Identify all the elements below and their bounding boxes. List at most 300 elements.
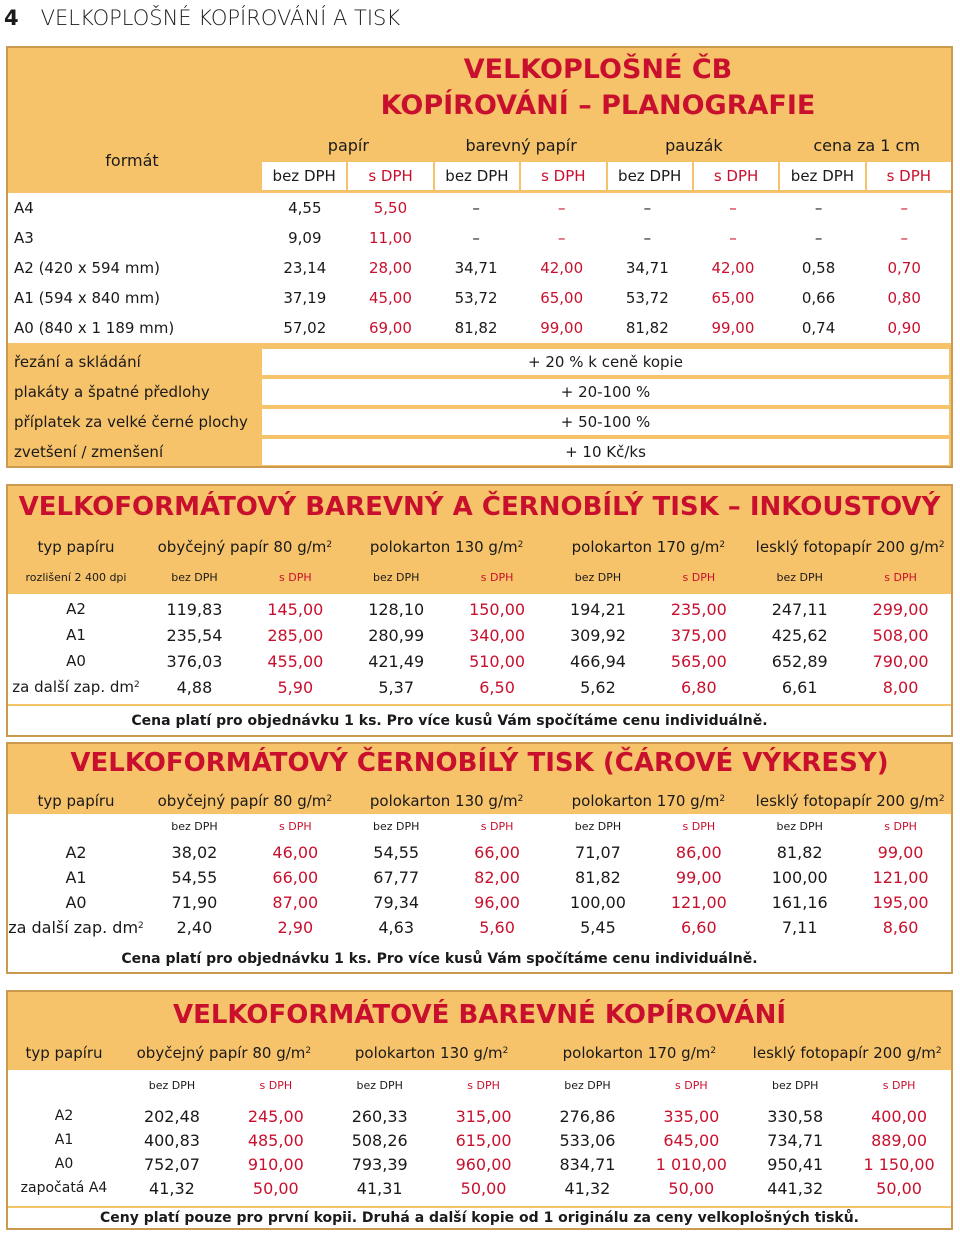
price-cell: – bbox=[643, 229, 652, 247]
price-cell: 121,00 bbox=[670, 893, 727, 912]
paper-header-row bbox=[8, 788, 951, 814]
price-cell: – bbox=[814, 199, 823, 217]
vat-header: s DPH bbox=[682, 819, 716, 833]
row-label: A0 (840 x 1 189 mm) bbox=[14, 319, 175, 337]
price-cell: 8,00 bbox=[882, 677, 919, 697]
vat-header: s DPH bbox=[884, 819, 917, 833]
section-title: VELKOFORMÁTOVÝ ČERNOBÍLÝ TISK (ČÁROVÉ VÝKRESY) bbox=[70, 748, 889, 778]
price-rows bbox=[8, 1104, 951, 1200]
price-cell: 425,62 bbox=[771, 625, 828, 645]
row-label-text: za další zap. dm bbox=[12, 678, 134, 696]
price-cell: 34,71 bbox=[625, 259, 669, 277]
vat-header: s DPH bbox=[279, 570, 312, 584]
row-label: A4 bbox=[14, 199, 34, 217]
row-label bbox=[8, 1128, 120, 1152]
resolution-label: rozlišení 2 400 dpi bbox=[25, 570, 127, 584]
row-label bbox=[8, 622, 144, 648]
extra-label: zvetšení / zmenšení bbox=[14, 443, 164, 461]
extra-value: + 50-100 % bbox=[262, 409, 949, 435]
price-cell: 53,72 bbox=[625, 289, 669, 307]
paper-header-row bbox=[8, 534, 951, 560]
price-cell: 65,00 bbox=[540, 289, 584, 307]
section-color-copy bbox=[6, 990, 953, 1230]
price-cell: 41,31 bbox=[356, 1178, 403, 1198]
price-cell: 508,26 bbox=[351, 1130, 408, 1150]
price-cell: 2,40 bbox=[176, 918, 213, 937]
price-cell: 645,00 bbox=[663, 1130, 720, 1150]
price-cell: 280,99 bbox=[368, 625, 425, 645]
price-cell: 235,54 bbox=[166, 625, 223, 645]
row-label-text: A1 bbox=[54, 1132, 74, 1148]
row-label-text: A0 bbox=[66, 652, 86, 670]
price-cell: 66,00 bbox=[474, 843, 520, 862]
row-label-text: A2 bbox=[54, 1108, 74, 1124]
price-note: Cena platí pro objednávku 1 ks. Pro více kusů Vám spočítáme cenu individuálně. bbox=[8, 706, 951, 735]
table-row bbox=[8, 253, 951, 283]
superscript: 2 bbox=[517, 540, 524, 550]
group-header: papír bbox=[327, 135, 369, 155]
price-cell: 375,00 bbox=[670, 625, 727, 645]
paper-name: obyčejný papír 80 g/m bbox=[136, 1044, 306, 1062]
paper-header bbox=[346, 788, 548, 814]
type-header: typ papíru bbox=[37, 792, 115, 810]
price-cell: 202,48 bbox=[143, 1106, 200, 1126]
table-row bbox=[8, 1128, 951, 1152]
price-cell: 285,00 bbox=[267, 625, 324, 645]
price-cell: 950,41 bbox=[767, 1154, 824, 1174]
price-cell: 340,00 bbox=[469, 625, 526, 645]
price-cell: 99,00 bbox=[675, 868, 722, 887]
price-cell: 734,71 bbox=[767, 1130, 824, 1150]
paper-header bbox=[328, 1040, 536, 1066]
table-row bbox=[8, 313, 951, 343]
paper-header bbox=[749, 534, 951, 560]
price-cell: 0,70 bbox=[887, 259, 921, 277]
price-cell: 276,86 bbox=[559, 1106, 616, 1126]
price-cell: 335,00 bbox=[663, 1106, 720, 1126]
vat-header: bez DPH bbox=[262, 162, 346, 190]
superscript: 2 bbox=[502, 1046, 509, 1056]
group-header: barevný papír bbox=[465, 135, 577, 155]
price-cell: 54,55 bbox=[373, 843, 420, 862]
superscript: 2 bbox=[517, 794, 524, 804]
extra-row bbox=[8, 407, 951, 437]
price-cell: 5,90 bbox=[277, 677, 314, 697]
price-cell: 6,80 bbox=[681, 677, 717, 697]
price-cell: 455,00 bbox=[267, 651, 324, 671]
price-cell: 790,00 bbox=[872, 651, 929, 671]
price-cell: 1 150,00 bbox=[863, 1154, 935, 1174]
vat-header: bez DPH bbox=[771, 1078, 819, 1092]
vat-header: s DPH bbox=[259, 1078, 293, 1092]
vat-header: bez DPH bbox=[171, 819, 218, 833]
price-cell: 53,72 bbox=[454, 289, 498, 307]
vat-header: s DPH bbox=[467, 1078, 500, 1092]
type-header: typ papíru bbox=[25, 1044, 103, 1062]
price-cell: 100,00 bbox=[771, 868, 828, 887]
price-cell: 87,00 bbox=[272, 893, 319, 912]
price-cell: 0,74 bbox=[801, 319, 836, 337]
price-cell: 161,16 bbox=[771, 893, 828, 912]
paper-header bbox=[548, 788, 750, 814]
spacer bbox=[8, 1074, 120, 1096]
paper-header bbox=[346, 534, 548, 560]
price-cell: 299,00 bbox=[872, 599, 929, 619]
superscript: 2 bbox=[719, 540, 726, 550]
extra-label: plakáty a špatné předlohy bbox=[14, 383, 210, 401]
price-note: Cena platí pro objednávku 1 ks. Pro více kusů Vám spočítáme cenu individuálně. bbox=[8, 946, 951, 972]
vat-header: s DPH bbox=[279, 819, 312, 833]
row-label bbox=[8, 865, 144, 890]
spacer bbox=[8, 814, 144, 838]
price-cell: 11,00 bbox=[368, 229, 412, 247]
price-cell: 4,63 bbox=[378, 918, 414, 937]
price-cell: 79,34 bbox=[373, 893, 420, 912]
table-row bbox=[8, 674, 951, 700]
vat-header: bez DPH bbox=[776, 570, 823, 584]
extra-row bbox=[8, 347, 951, 377]
price-cell: 652,89 bbox=[771, 651, 828, 671]
table-row bbox=[8, 622, 951, 648]
table-row bbox=[8, 1104, 951, 1128]
extra-value: + 10 Kč/ks bbox=[262, 439, 949, 465]
row-label bbox=[8, 840, 144, 865]
extra-value: + 20 % k ceně kopie bbox=[262, 349, 949, 375]
price-cell: 6,60 bbox=[681, 918, 717, 937]
vat-header: s DPH bbox=[521, 162, 605, 190]
price-cell: 4,88 bbox=[176, 677, 213, 697]
price-cell: 7,11 bbox=[781, 918, 818, 937]
row-label bbox=[8, 915, 144, 940]
vat-header: bez DPH bbox=[574, 570, 622, 584]
price-cell: 41,32 bbox=[564, 1178, 611, 1198]
group-header: cena za 1 cm bbox=[813, 135, 920, 155]
price-rows bbox=[8, 840, 951, 940]
vat-header: s DPH bbox=[348, 162, 432, 190]
price-cell: 42,00 bbox=[711, 259, 755, 277]
row-label: A2 (420 x 594 mm) bbox=[14, 259, 160, 277]
extra-row bbox=[8, 437, 951, 467]
price-cell: 41,32 bbox=[149, 1178, 195, 1198]
price-rows bbox=[8, 596, 951, 700]
section-title: VELKOFORMÁTOVÉ BAREVNÉ KOPÍROVÁNÍ bbox=[172, 1000, 787, 1030]
row-label bbox=[8, 1176, 120, 1200]
paper-header bbox=[144, 788, 346, 814]
price-cell: 6,50 bbox=[479, 677, 515, 697]
price-note: Ceny platí pouze pro první kopii. Druhá a další kopie od 1 originálu za ceny velkoplošných tisků. bbox=[8, 1208, 951, 1228]
row-label-text: A0 bbox=[65, 893, 87, 912]
price-cell: 260,33 bbox=[351, 1106, 408, 1126]
section-inkjet bbox=[6, 484, 953, 737]
vat-header-row bbox=[8, 1074, 951, 1096]
price-cell: 5,37 bbox=[378, 677, 414, 697]
vat-header: bez DPH bbox=[372, 819, 420, 833]
extra-value: + 20-100 % bbox=[262, 379, 949, 405]
price-cell: 309,92 bbox=[569, 625, 626, 645]
page-header bbox=[4, 0, 400, 36]
price-cell: 485,00 bbox=[247, 1130, 304, 1150]
price-cell: 0,66 bbox=[801, 289, 836, 307]
row-label bbox=[8, 1152, 120, 1176]
price-cell: 38,02 bbox=[171, 843, 218, 862]
paper-name: obyčejný papír 80 g/m bbox=[157, 792, 327, 810]
price-cell: 752,07 bbox=[143, 1154, 200, 1174]
page-number: 4 bbox=[4, 6, 19, 30]
table-row bbox=[8, 865, 951, 890]
vat-header-row bbox=[8, 814, 951, 838]
price-cell: 400,00 bbox=[871, 1106, 928, 1126]
price-cell: 50,00 bbox=[252, 1178, 299, 1198]
vat-header: s DPH bbox=[867, 162, 951, 190]
table-row bbox=[8, 193, 951, 223]
price-cell: 565,00 bbox=[670, 651, 727, 671]
price-cell: 9,09 bbox=[288, 229, 322, 247]
table-row bbox=[8, 596, 951, 622]
vat-header-row bbox=[262, 162, 953, 190]
price-cell: 66,00 bbox=[272, 868, 319, 887]
paper-name: lesklý fotopapír 200 g/m bbox=[755, 792, 939, 810]
extras-rows bbox=[8, 347, 951, 467]
price-cell: 67,77 bbox=[373, 868, 420, 887]
price-cell: – bbox=[729, 199, 737, 217]
price-cell: 960,00 bbox=[455, 1154, 512, 1174]
group-header: pauzák bbox=[665, 135, 723, 155]
table-row bbox=[8, 648, 951, 674]
row-label-text: A2 bbox=[66, 600, 86, 618]
price-cell: 99,00 bbox=[540, 319, 584, 337]
paper-header bbox=[743, 1040, 951, 1066]
price-cell: 81,82 bbox=[575, 868, 621, 887]
price-cell: – bbox=[472, 229, 480, 247]
price-cell: 42,00 bbox=[540, 259, 584, 277]
price-cell: 99,00 bbox=[877, 843, 924, 862]
paper-header bbox=[144, 534, 346, 560]
price-cell: 508,00 bbox=[872, 625, 929, 645]
price-cell: 145,00 bbox=[267, 599, 324, 619]
price-cell: 194,21 bbox=[569, 599, 626, 619]
price-cell: 5,50 bbox=[373, 199, 408, 217]
price-cell: 330,58 bbox=[767, 1106, 824, 1126]
price-cell: 533,06 bbox=[559, 1130, 616, 1150]
superscript: 2 bbox=[326, 540, 333, 550]
price-cell: 150,00 bbox=[469, 599, 526, 619]
vat-header: bez DPH bbox=[435, 162, 519, 190]
superscript: 2 bbox=[710, 1046, 717, 1056]
price-cell: – bbox=[472, 199, 480, 217]
price-cell: 71,07 bbox=[575, 843, 621, 862]
paper-name: polokarton 130 g/m bbox=[354, 1044, 503, 1062]
price-cell: – bbox=[643, 199, 652, 217]
row-label bbox=[8, 890, 144, 915]
price-cell: 400,83 bbox=[143, 1130, 200, 1150]
price-cell: 441,32 bbox=[767, 1178, 824, 1198]
table-row bbox=[8, 283, 951, 313]
table-row bbox=[8, 1176, 951, 1200]
price-cell: 34,71 bbox=[454, 259, 498, 277]
price-cell: – bbox=[557, 229, 566, 247]
extra-label: řezání a skládání bbox=[14, 353, 141, 371]
price-cell: 0,90 bbox=[887, 319, 921, 337]
vat-header: bez DPH bbox=[574, 819, 622, 833]
price-cell: 121,00 bbox=[872, 868, 929, 887]
superscript: 2 bbox=[305, 1046, 312, 1056]
price-cell: 23,14 bbox=[283, 259, 327, 277]
price-cell: 2,90 bbox=[277, 918, 314, 937]
price-cell: 81,82 bbox=[454, 319, 498, 337]
price-cell: 96,00 bbox=[474, 893, 520, 912]
vat-header: bez DPH bbox=[776, 819, 823, 833]
price-cell: 99,00 bbox=[711, 319, 755, 337]
paper-header bbox=[749, 788, 951, 814]
paper-name: polokarton 170 g/m bbox=[571, 538, 720, 556]
paper-name: obyčejný papír 80 g/m bbox=[157, 538, 327, 556]
row-label-text: A0 bbox=[54, 1156, 74, 1172]
price-cell: 81,82 bbox=[625, 319, 669, 337]
price-cell: – bbox=[557, 199, 566, 217]
page-title: VELKOPLOŠNÉ KOPÍROVÁNÍ A TISK bbox=[40, 6, 401, 30]
format-header: formát bbox=[105, 150, 159, 170]
price-cell: 376,03 bbox=[166, 651, 223, 671]
paper-name: polokarton 130 g/m bbox=[369, 792, 518, 810]
price-cell: 5,62 bbox=[580, 677, 616, 697]
paper-header-row bbox=[8, 1040, 951, 1066]
price-cell: 0,58 bbox=[801, 259, 836, 277]
price-cell: 54,55 bbox=[171, 868, 218, 887]
price-cell: 57,02 bbox=[283, 319, 327, 337]
vat-header: bez DPH bbox=[608, 162, 692, 190]
price-cell: 315,00 bbox=[455, 1106, 512, 1126]
price-cell: – bbox=[900, 199, 908, 217]
price-cell: 235,00 bbox=[670, 599, 727, 619]
vat-header: bez DPH bbox=[564, 1078, 611, 1092]
price-cell: 86,00 bbox=[675, 843, 722, 862]
paper-name: polokarton 170 g/m bbox=[562, 1044, 711, 1062]
superscript: 2 bbox=[935, 1046, 942, 1056]
row-label-text: A1 bbox=[65, 868, 87, 887]
price-cell: 50,00 bbox=[668, 1178, 715, 1198]
vat-header: bez DPH bbox=[171, 570, 218, 584]
vat-header: s DPH bbox=[675, 1078, 708, 1092]
table-row bbox=[8, 1152, 951, 1176]
superscript: 2 bbox=[719, 794, 726, 804]
price-cell: 37,19 bbox=[283, 289, 327, 307]
vat-header: s DPH bbox=[480, 570, 514, 584]
price-cell: 793,39 bbox=[351, 1154, 408, 1174]
price-cell: 71,90 bbox=[171, 893, 218, 912]
price-cell: 6,61 bbox=[781, 677, 818, 697]
paper-header bbox=[536, 1040, 744, 1066]
paper-name: polokarton 130 g/m bbox=[369, 538, 518, 556]
price-cell: 69,00 bbox=[368, 319, 412, 337]
price-cell: 245,00 bbox=[247, 1106, 304, 1126]
vat-header: s DPH bbox=[884, 570, 917, 584]
row-label-text: za další zap. dm bbox=[8, 918, 139, 937]
vat-header: bez DPH bbox=[372, 570, 420, 584]
row-label: A1 (594 x 840 mm) bbox=[14, 289, 160, 307]
price-cell: 45,00 bbox=[368, 289, 412, 307]
type-header: typ papíru bbox=[37, 538, 115, 556]
vat-header: s DPH bbox=[882, 1078, 916, 1092]
paper-header bbox=[120, 1040, 328, 1066]
price-cell: 4,55 bbox=[288, 199, 322, 217]
price-cell: 421,49 bbox=[368, 651, 425, 671]
price-cell: 46,00 bbox=[272, 843, 319, 862]
row-label bbox=[8, 1104, 120, 1128]
price-cell: – bbox=[729, 229, 737, 247]
price-cell: – bbox=[900, 229, 908, 247]
price-cell: 889,00 bbox=[871, 1130, 928, 1150]
price-cell: 5,45 bbox=[580, 918, 616, 937]
superscript: 2 bbox=[938, 540, 945, 550]
price-cell: 0,80 bbox=[887, 289, 921, 307]
price-cell: – bbox=[814, 229, 823, 247]
price-cell: 100,00 bbox=[569, 893, 626, 912]
price-cell: 128,10 bbox=[368, 599, 425, 619]
price-cell: 195,00 bbox=[872, 893, 929, 912]
price-cell: 510,00 bbox=[469, 651, 526, 671]
row-label bbox=[8, 648, 144, 674]
table-row bbox=[8, 223, 951, 253]
price-cell: 615,00 bbox=[455, 1130, 512, 1150]
section-title-line2: KOPÍROVÁNÍ – PLANOGRAFIE bbox=[380, 90, 816, 121]
row-label bbox=[8, 596, 144, 622]
extra-row bbox=[8, 377, 951, 407]
price-cell: 466,94 bbox=[569, 651, 626, 671]
price-cell: 5,60 bbox=[479, 918, 515, 937]
table-row bbox=[8, 915, 951, 940]
paper-header bbox=[548, 534, 750, 560]
vat-header: s DPH bbox=[682, 570, 716, 584]
superscript: 2 bbox=[938, 794, 945, 804]
price-cell: 28,00 bbox=[368, 259, 412, 277]
section-title-line1: VELKOPLOŠNÉ ČB bbox=[463, 54, 733, 85]
row-label: A3 bbox=[14, 229, 34, 247]
superscript: 2 bbox=[138, 920, 144, 931]
group-header-row bbox=[262, 130, 953, 160]
price-cell: 50,00 bbox=[876, 1178, 922, 1198]
row-label bbox=[8, 674, 144, 700]
row-label-text: A1 bbox=[66, 626, 86, 644]
price-cell: 834,71 bbox=[559, 1154, 616, 1174]
paper-name: lesklý fotopapír 200 g/m bbox=[755, 538, 939, 556]
vat-header: s DPH bbox=[480, 819, 514, 833]
vat-header: bez DPH bbox=[148, 1078, 196, 1092]
price-cell: 1 010,00 bbox=[655, 1154, 727, 1174]
price-cell: 8,60 bbox=[882, 918, 919, 937]
table-row bbox=[8, 840, 951, 865]
table-row bbox=[8, 890, 951, 915]
paper-name: polokarton 170 g/m bbox=[571, 792, 720, 810]
row-label-text: A2 bbox=[65, 843, 87, 862]
price-cell: 50,00 bbox=[460, 1178, 507, 1198]
section-bw-copy bbox=[6, 46, 953, 468]
superscript: 2 bbox=[326, 794, 333, 804]
price-cell: 65,00 bbox=[711, 289, 755, 307]
extra-label: příplatek za velké černé plochy bbox=[14, 413, 248, 431]
price-cell: 119,83 bbox=[166, 599, 223, 619]
vat-header: s DPH bbox=[694, 162, 778, 190]
price-cell: 82,00 bbox=[474, 868, 520, 887]
superscript: 2 bbox=[134, 680, 140, 690]
price-cell: 910,00 bbox=[247, 1154, 304, 1174]
section-bw-print bbox=[6, 742, 953, 974]
vat-header: bez DPH bbox=[780, 162, 864, 190]
price-cell: 247,11 bbox=[771, 599, 828, 619]
price-cell: 81,82 bbox=[776, 843, 823, 862]
row-label-text: započatá A4 bbox=[20, 1180, 108, 1196]
section-title: VELKOFORMÁTOVÝ BAREVNÝ A ČERNOBÍLÝ TISK – INKOUSTOVÝ bbox=[18, 492, 941, 522]
vat-header-row bbox=[8, 564, 951, 590]
